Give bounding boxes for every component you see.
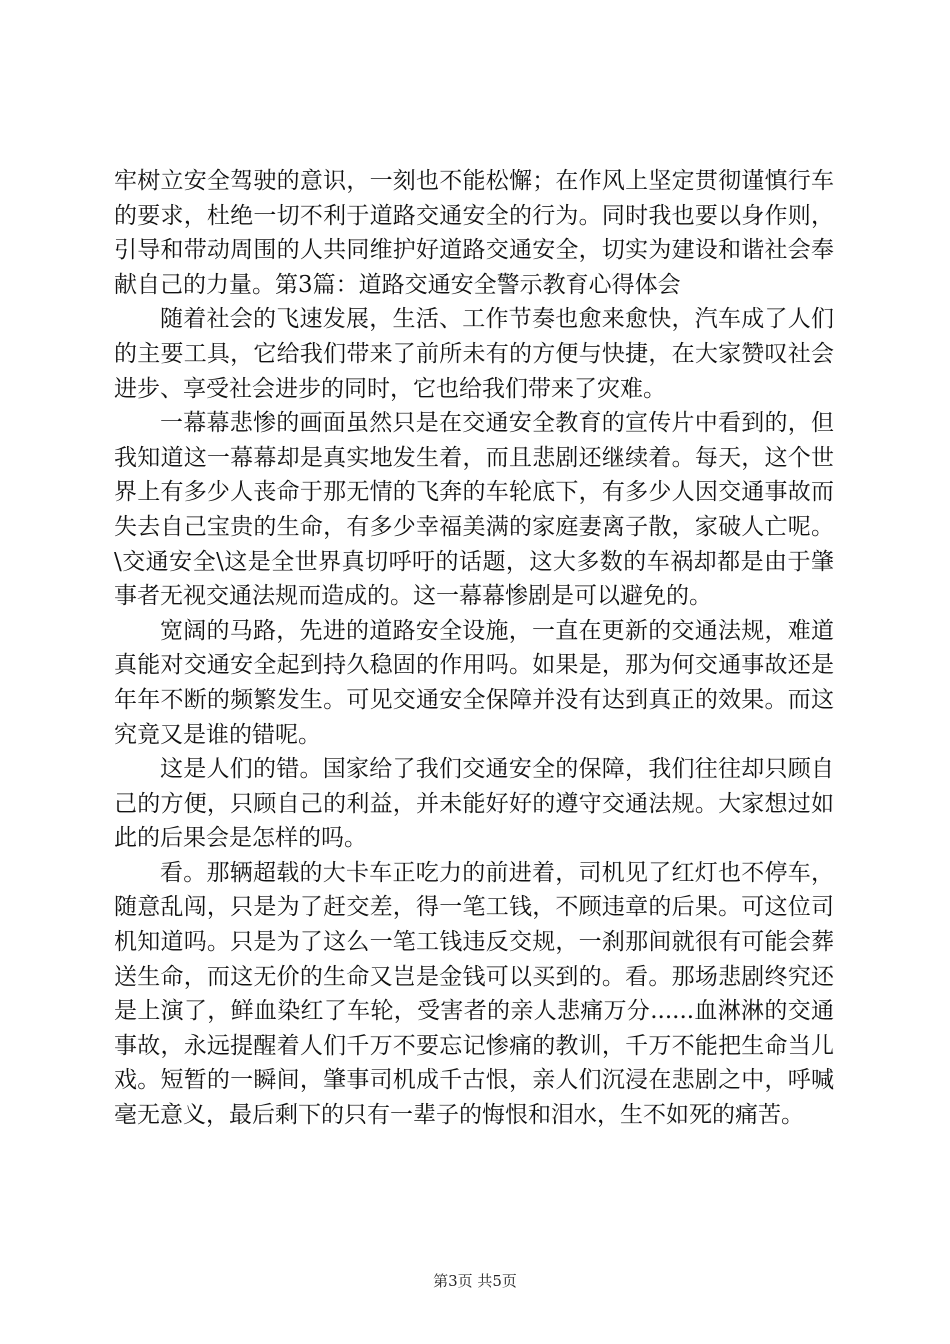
paragraph: 这是人们的错。国家给了我们交通安全的保障，我们往往却只顾自己的方便，只顾自己的利益，并未能好好的遵守交通法规。大家想过如此的后果会是怎样的吗。 <box>114 756 834 852</box>
page-footer: 第3页 共5页 <box>433 1272 517 1290</box>
paragraph: 随着社会的飞速发展，生活、工作节奏也愈来愈快，汽车成了人们的主要工具，它给我们带来了前所未有的方便与快捷，在大家赞叹社会进步、享受社会进步的同时，它也给我们带来了灾难。 <box>114 306 834 402</box>
paragraph: 看。那辆超载的大卡车正吃力的前进着，司机见了红灯也不停车，随意乱闯，只是为了赶交差，得一笔工钱，不顾违章的后果。可这位司机知道吗。只是为了这么一笔工钱违反交规，一刹那间就很有可能会葬送生命，而这无价的生命又岂是金钱可以买到的。看。那场悲剧终究还是上演了，鲜血染红了车轮，受害者的亲人悲痛万分......血淋淋的交通事故，永远提醒着人们千万不要忘记惨痛的教训，千万不能把生命当儿戏。短暂的一瞬间，肇事司机成千古恨，亲人们沉浸在悲剧之中，呼喊毫无意义，最后剩下的只有一辈子的悔恨和泪水，生不如死的痛苦。 <box>114 859 834 1129</box>
paragraph: 宽阔的马路，先进的道路安全设施，一直在更新的交通法规，难道真能对交通安全起到持久稳固的作用吗。如果是，那为何交通事故还是年年不断的频繁发生。可见交通安全保障并没有达到真正的效果。而这究竟又是谁的错呢。 <box>114 617 834 748</box>
paragraph: 牢树立安全驾驶的意识，一刻也不能松懈；在作风上坚定贯彻谨慎行车的要求，杜绝一切不利于道路交通安全的行为。同时我也要以身作则，引导和带动周围的人共同维护好道路交通安全，切实为建设和谐社会奉献自己的力量。第3篇：道路交通安全警示教育心得体会 <box>114 168 834 298</box>
paragraph: 一幕幕悲惨的画面虽然只是在交通安全教育的宣传片中看到的，但我知道这一幕幕却是真实地发生着，而且悲剧还继续着。每天，这个世界上有多少人丧命于那无情的飞奔的车轮底下，有多少人因交通事故而失去自己宝贵的生命，有多少幸福美满的家庭妻离子散，家破人亡呢。\交通安全\这是全世界真切呼吁的话题，这大多数的车祸却都是由于肇事者无视交通法规而造成的。这一幕幕惨剧是可以避免的。 <box>114 410 834 610</box>
document-body <box>114 164 834 1133</box>
